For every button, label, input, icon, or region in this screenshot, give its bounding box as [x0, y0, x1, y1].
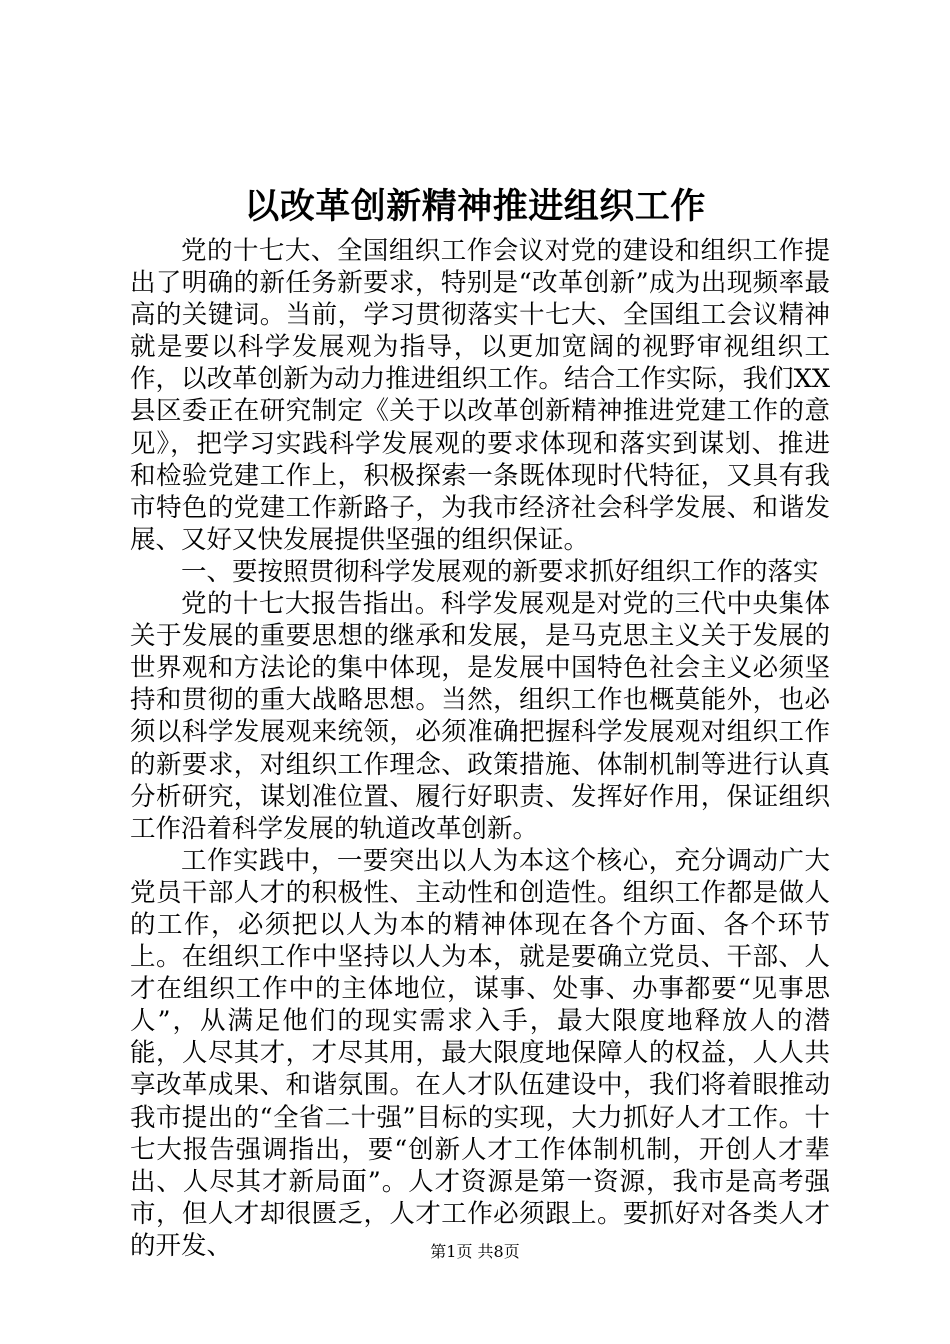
paragraph-work-practice: 工作实践中，一要突出以人为本这个核心，充分调动广大党员干部人才的积极性、主动性和创造性。组织工作都是做人的工作，必须把以人为本的精神体现在各个方面、各个环节上。在组织工作中坚持以人为本，就是要确立党员、干部、人才在组织工作中的主体地位，谋事、处事、办事都要“见事思人”，从满足他们的现实需求入手，最大限度地释放人的潜能，人尽其才，才尽其用，最大限度地保障人的权益，人人共享改革成果、和谐氛围。在人才队伍建设中，我们将着眼推动我市提出的“全省二十强”目标的实现，大力抓好人才工作。十七大报告强调指出，要“创新人才工作体制机制，开创人才辈出、人尽其才新局面”。人才资源是第一资源，我市是高考强市，但人才却很匮乏，人才工作必须跟上。要抓好对各类人才的开发、 [130, 845, 830, 1261]
section-heading-1: 一、要按照贯彻科学发展观的新要求抓好组织工作的落实 [181, 556, 819, 587]
paragraph-intro: 党的十七大、全国组织工作会议对党的建设和组织工作提出了明确的新任务新要求，特别是“改革创新”成为出现频率最高的关键词。当前，学习贯彻落实十七大、全国组工会议精神就是要以科学发展观为指导，以更加宽阔的视野审视组织工作，以改革创新为动力推进组织工作。结合工作实际，我们XX县区委正在研究制定《关于以改革创新精神推进党建工作的意见》，把学习实践科学发展观的要求体现和落实到谋划、推进和检验党建工作上，积极探索一条既体现时代特征，又具有我市特色的党建工作新路子，为我市经济社会科学发展、和谐发展、又好又快发展提供坚强的组织保证。 [130, 236, 830, 555]
document-title: 以改革创新精神推进组织工作 [244, 186, 706, 227]
paragraph-scientific-development: 党的十七大报告指出。科学发展观是对党的三代中央集体关于发展的重要思想的继承和发展，是马克思主义关于发展的世界观和方法论的集中体现，是发展中国特色社会主义必须坚持和贯彻的重大战略思想。当然，组织工作也概莫能外，也必须以科学发展观来统领，必须准确把握科学发展观对组织工作的新要求，对组织工作理念、政策措施、体制机制等进行认真分析研究，谋划准位置、履行好职责、发挥好作用，保证组织工作沿着科学发展的轨道改革创新。 [130, 589, 830, 844]
page-number-footer: 第1页 共8页 [430, 1242, 520, 1261]
document-body [130, 235, 830, 1262]
